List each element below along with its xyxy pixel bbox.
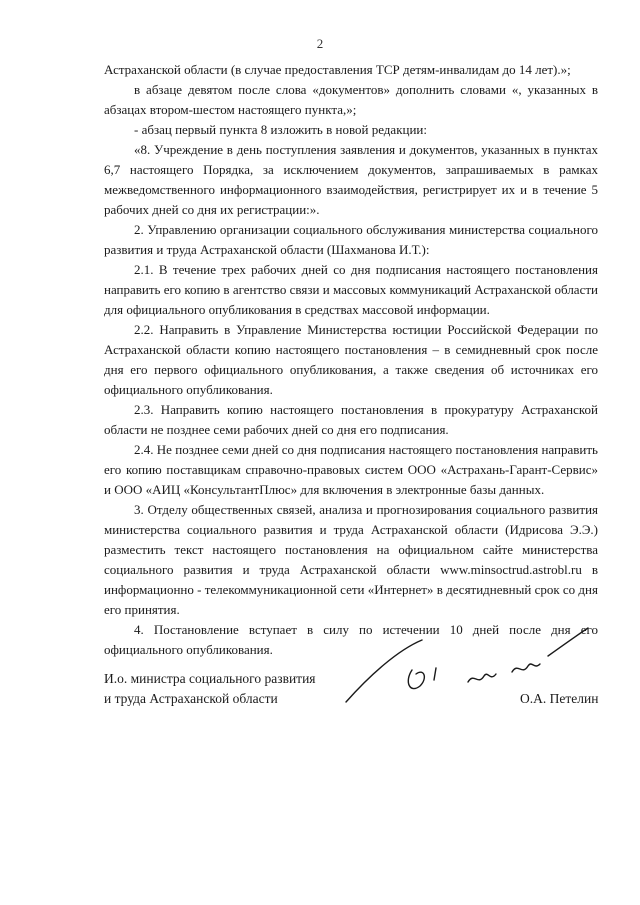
paragraph: Астраханской области (в случае предоставления ТСР детям-инвалидам до 14 лет).»; — [104, 62, 571, 77]
paragraph: 2. Управлению организации социального обслуживания министерства социального развития и труда Астраханской области (Шахманова И.Т.): — [104, 222, 598, 257]
page-number: 2 — [316, 36, 324, 51]
document-body — [104, 60, 598, 660]
paragraph: 2.3. Направить копию настоящего постановления в прокуратуру Астраханской области не позднее семи рабочих дней со дня его подписания. — [104, 402, 598, 437]
paragraph: 2.2. Направить в Управление Министерства юстиции Российской Федерации по Астраханской области копию настоящего постановления – в семидневный срок после дня его первого официального опубликования, а также сведения об источниках его официального опубликования. — [104, 322, 598, 397]
paragraph: «8. Учреждение в день поступления заявления и документов, указанных в пунктах 6,7 настоящего Порядка, за исключением документов, запрашиваемых в рамках межведомственного информационного взаимодействия, регистрирует их и в течение 5 рабочих дней со дня их регистрации:». — [104, 142, 598, 217]
signatory-position-line: И.о. министра социального развития — [104, 671, 316, 686]
signatory-name: О.А. Петелин — [520, 691, 599, 706]
paragraph: 4. Постановление вступает в силу по истечении 10 дней после дня его официального опубликования. — [104, 622, 598, 657]
signatory-position-line: и труда Астраханской области — [104, 691, 278, 706]
paragraph: 2.1. В течение трех рабочих дней со дня подписания настоящего постановления направить его копию в агентство связи и массовых коммуникаций Астраханской области для официального опубликования в средствах массовой информации. — [104, 262, 598, 317]
paragraph: в абзаце девятом после слова «документов» дополнить словами «, указанных в абзацах втором-шестом настоящего пункта,»; — [104, 82, 598, 117]
paragraph: 2.4. Не позднее семи дней со дня подписания настоящего постановления направить его копию поставщикам справочно-правовых систем ООО «Астрахань-Гарант-Сервис» и ООО «АИЦ «КонсультантПлюс» для включения в электронные базы данных. — [104, 442, 598, 497]
paragraph: 3. Отделу общественных связей, анализа и прогнозирования социального развития министерства социального развития и труда Астраханской области (Идрисова Э.Э.) разместить текст настоящего постановления на официальном сайте министерства социального развития и труда Астраханской области www.minsoctrud.astrobl.ru в информационно - телекоммуникационной сети «Интернет» в десятидневный срок со дня его принятия. — [104, 502, 598, 617]
paragraph: - абзац первый пункта 8 изложить в новой редакции: — [134, 122, 427, 137]
signatory-position — [104, 669, 316, 709]
